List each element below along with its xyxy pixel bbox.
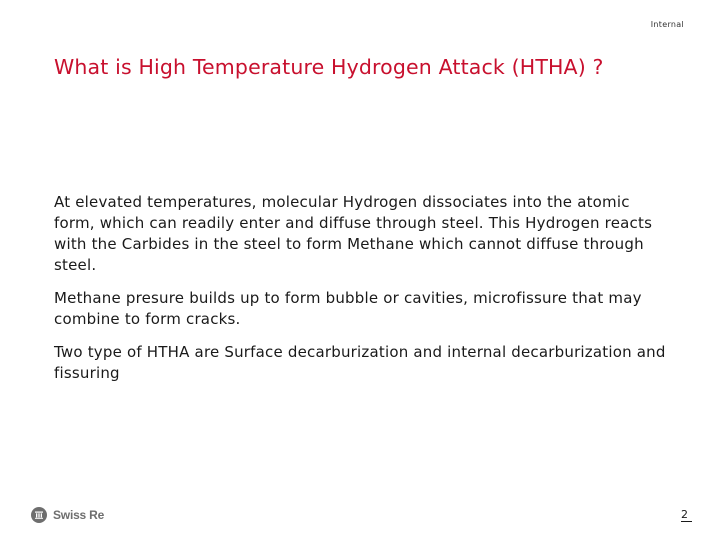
page-number-underline: [681, 521, 692, 522]
classification-label: Internal: [650, 20, 684, 29]
body-paragraph: At elevated temperatures, molecular Hydrogen dissociates into the atomic form, which can readily enter and diffuse through steel. This Hydrogen reacts with the Carbides in the steel to form Methane which cannot diffuse through steel.: [54, 193, 653, 274]
page-number: [681, 508, 688, 521]
swiss-re-logo: [31, 507, 104, 523]
body-paragraph: Two type of HTHA are Surface decarburization and internal decarburization and fissuring: [54, 343, 666, 382]
logo-text: Swiss Re: [53, 508, 105, 522]
slide-title: What is High Temperature Hydrogen Attack (HTHA) ?: [54, 55, 604, 79]
swiss-re-emblem-icon: [31, 507, 47, 523]
slide-body: [54, 192, 674, 396]
body-paragraph: Methane presure builds up to form bubble or cavities, microfissure that may combine to form cracks.: [54, 289, 642, 328]
page-number-value: 2: [681, 508, 688, 521]
